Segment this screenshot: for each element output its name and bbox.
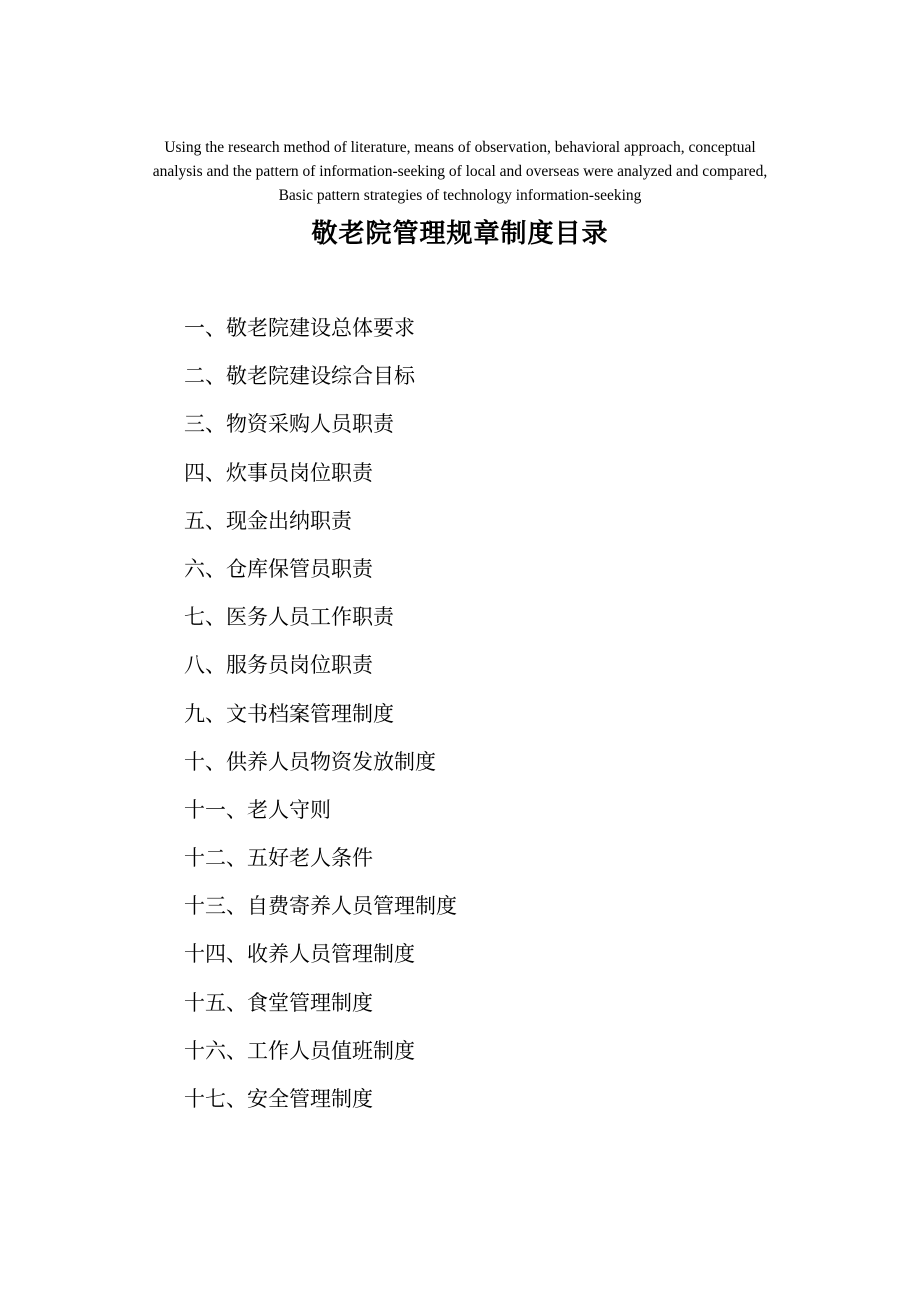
toc-item: 十七、安全管理制度 [184, 1087, 373, 1111]
abstract-line: Basic pattern strategies of technology information-seeking [278, 187, 642, 204]
abstract-line: Using the research method of literature, means of observation, behavioral approach, conceptual [164, 139, 756, 156]
toc-item: 二、敬老院建设综合目标 [184, 364, 415, 389]
toc-item: 三、物资采购人员职责 [184, 412, 394, 437]
toc-item: 九、文书档案管理制度 [184, 701, 394, 726]
abstract-text [120, 136, 800, 208]
table-of-contents [184, 306, 457, 1125]
toc-item: 四、炊事员岗位职责 [184, 460, 373, 485]
toc-item: 八、服务员岗位职责 [184, 653, 373, 678]
document-title: 敬老院管理规章制度目录 [311, 219, 609, 249]
toc-item: 十四、收养人员管理制度 [184, 942, 415, 967]
toc-item: 十、供养人员物资发放制度 [184, 749, 436, 774]
toc-item: 七、医务人员工作职责 [184, 605, 394, 630]
toc-item: 十六、工作人员值班制度 [184, 1038, 415, 1063]
toc-item: 十五、食堂管理制度 [184, 990, 373, 1015]
abstract-line: analysis and the pattern of information-seeking of local and overseas were analyzed and compared, [152, 163, 768, 180]
toc-item: 五、现金出纳职责 [184, 508, 352, 533]
toc-item: 一、敬老院建设总体要求 [184, 316, 415, 340]
toc-item: 十三、自费寄养人员管理制度 [184, 894, 457, 919]
toc-item: 十二、五好老人条件 [184, 846, 373, 871]
toc-item: 六、仓库保管员职责 [184, 556, 373, 581]
toc-item: 十一、老人守则 [184, 797, 331, 822]
